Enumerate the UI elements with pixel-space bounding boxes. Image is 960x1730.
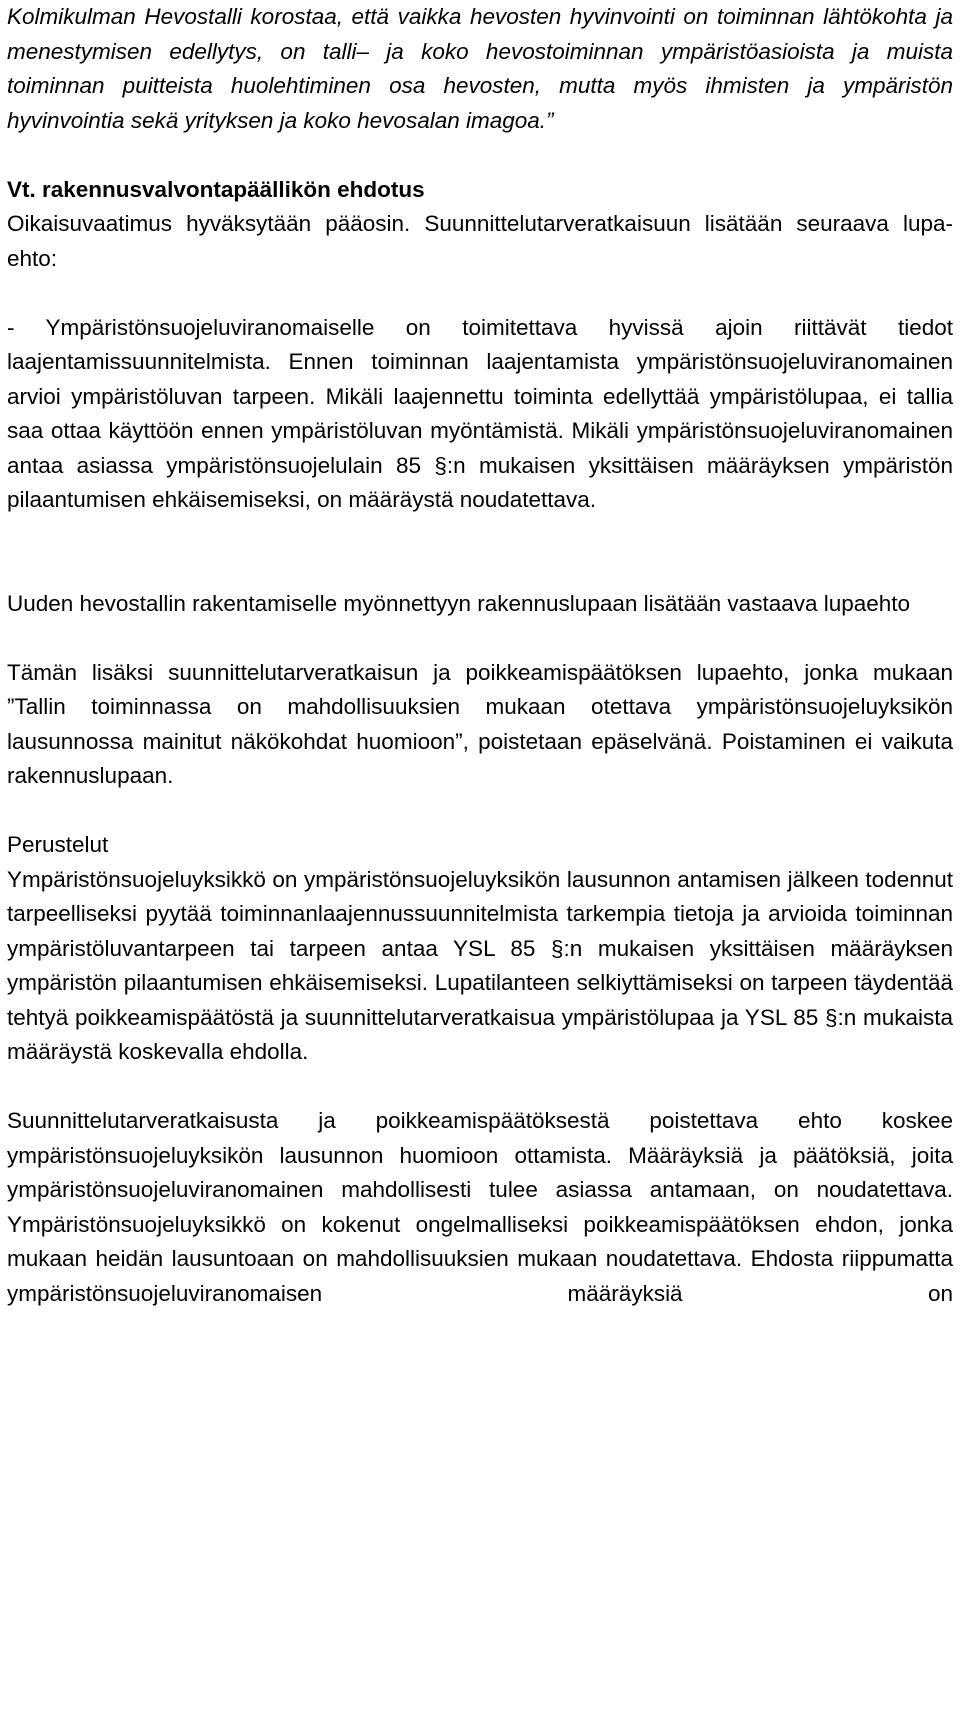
document-page [7,0,953,1311]
new-stable-text: Uuden hevostallin rakentamiselle myönnettyyn rakennuslupaan lisätään vastaava lupaehto [7,590,911,616]
grounds-heading: Perustelut [7,832,109,857]
intro-quote: Kolmikulman Hevostalli korostaa, että vaikka hevosten hyvinvointi on toiminnan lähtökohta ja menestymisen edellytys, on talli– ja koko hevostoiminnan ympäristöasioista ja muista toiminnan puitteista huolehtiminen osa hevosten, mutta myös ihmisten ja ympäristön hyvinvointia sekä yrityksen ja koko hevosalan imagoa.” [7,4,953,133]
proposal-text: Oikaisuvaatimus hyväksytään pääosin. Suunnittelutarveratkaisuun lisätään seuraava lupa-ehto: [7,211,953,271]
spacer [7,1070,953,1105]
removal-text: Tämän lisäksi suunnittelutarveratkaisun ja poikkeamispäätöksen lupaehto, jonka mukaan ”Tallin toiminnassa on mahdollisuuksien mukaan otettava ympäristönsuojeluyksikön lausunnossa mainitut näkökohdat huomioon”, poistetaan epäselvänä. Poistaminen ei vaikuta rakennuslupaan. [7,659,953,788]
proposal-heading: Vt. rakennusvalvontapäällikön ehdotus [7,176,425,202]
grounds-text: Ympäristönsuojeluyksikkö on ympäristönsuojeluyksikön lausunnon antamisen jälkeen todennut tarpeelliseksi pyytää toiminnanlaajennussuunnitelmista tarkempia tietoja ja arvioida toiminnan ympäristöluvantarpeen tai tarpeen antaa YSL 85 §:n mukaisen yksittäisen määräyksen ympäristön pilaantumisen ehkäisemiseksi. Lupatilanteen selkiyttämiseksi on tarpeen täydentää tehtyä poikkeamispäätöstä ja suunnittelutarveratkaisua ympäristölupaa ja YSL 85 §:n mukaista määräystä koskevalla ehdolla. [7,866,953,1064]
spacer [7,794,953,829]
spacer [7,138,953,173]
spacer [7,276,953,311]
condition-text: - Ympäristönsuojeluviranomaiselle on toimitettava hyvissä ajoin riittävät tiedot laajentamissuunnitelmista. Ennen toiminnan laajentamista ympäristönsuojeluviranomainen arvioi ympäristöluvan tarpeen. Mikäli laajennettu toiminta edellyttää ympäristölupaa, ei tallia saa ottaa käyttöön ennen ympäristöluvan myöntämistä. Mikäli ympäristönsuojeluviranomainen antaa asiassa ympäristönsuojelulain 85 §:n mukaisen yksittäisen määräyksen ympäristön pilaantumisen ehkäisemiseksi, on määräystä noudatettava. [7,314,953,512]
final-text: Suunnittelutarveratkaisusta ja poikkeamispäätöksestä poistettava ehto koskee ympäristönsuojeluyksikön lausunnon huomioon ottamista. Määräyksiä ja päätöksiä, joita ympäristönsuojeluviranomainen mahdollisesti tulee asiassa antamaan, on noudatettava. Ympäristönsuojeluyksikkö on kokenut ongelmalliseksi poikkeamispäätöksen ehdon, jonka mukaan heidän lausuntoaan on mahdollisuuksien mukaan noudatettava. Ehdosta riippumatta ympäristönsuojeluviranomaisen määräyksiä on [7,1108,953,1306]
spacer [7,518,953,587]
spacer [7,621,953,656]
